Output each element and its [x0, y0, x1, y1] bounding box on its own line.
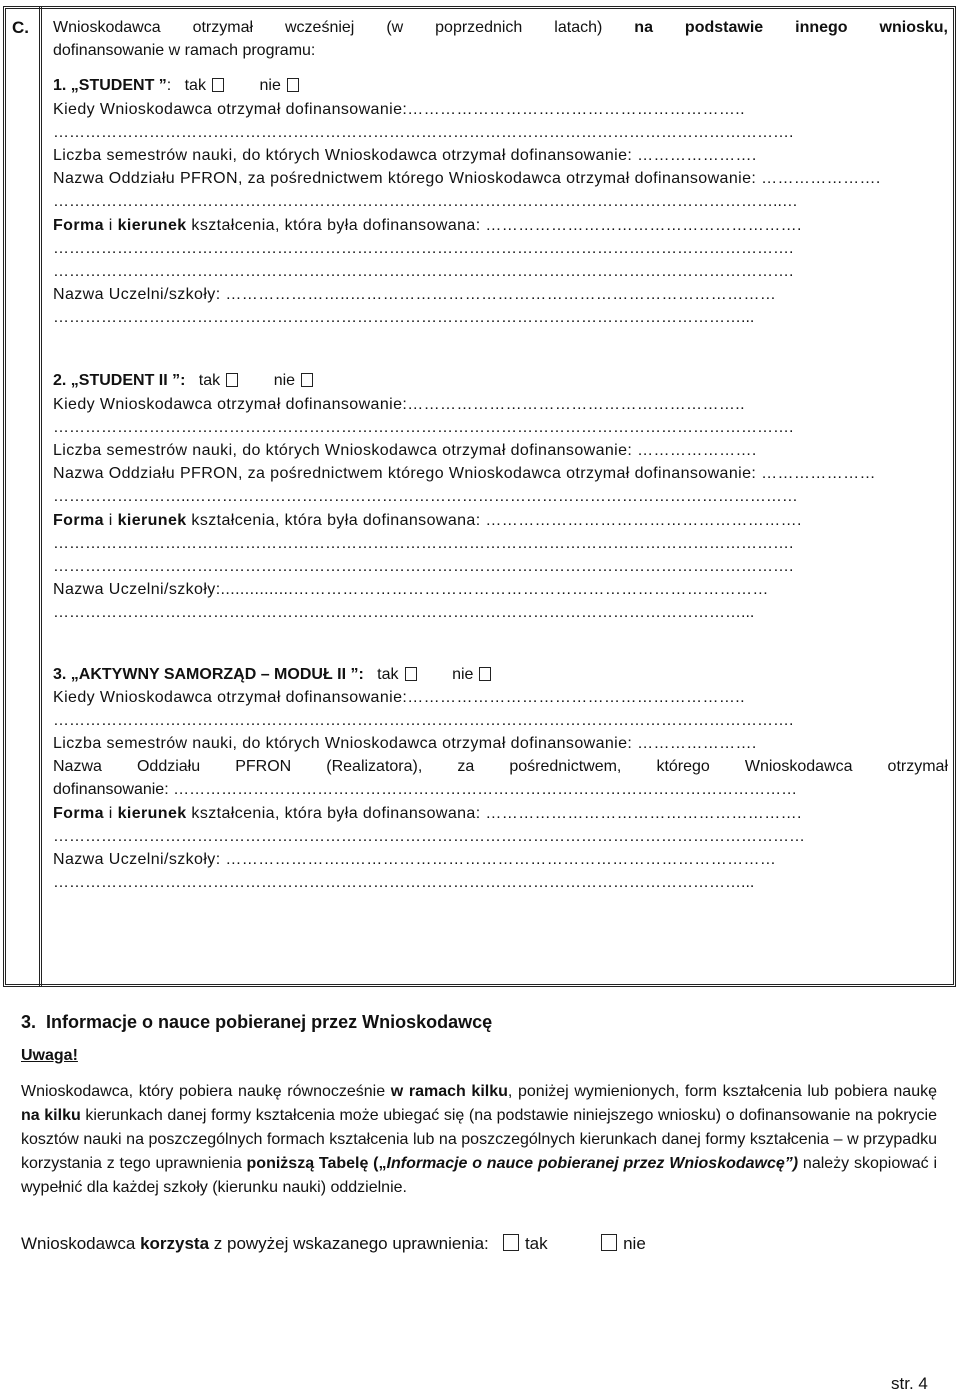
program-title: 2. „STUDENT II ”: — [53, 372, 186, 390]
nie-checkbox[interactable] — [287, 78, 299, 92]
forma-cont-line-1: …………………………………………………………………………………………………………………………… — [53, 827, 805, 845]
section-3 — [21, 1010, 937, 1256]
program-title-row — [53, 74, 948, 97]
intro-line-1: Wnioskodawca otrzymał wcześniej (w poprzednich latach) na podstawie innego wniosku, — [53, 19, 948, 36]
program-item — [53, 663, 948, 895]
program-title-row — [53, 369, 948, 392]
korzysta-nie-checkbox[interactable] — [601, 1234, 617, 1251]
tak-label: tak — [184, 77, 206, 95]
nie-label: nie — [452, 665, 474, 683]
korzysta-nie-label: nie — [623, 1234, 646, 1253]
nazwa-oddzialu-line: Nazwa Oddziału PFRON, za pośrednictwem którego Wnioskodawca otrzymał dofinansowanie: …………………. — [53, 170, 881, 188]
uczelnia-line: Nazwa Uczelni/szkoły: …………………..…………………………………………………………………… — [53, 851, 777, 868]
uczelnia-line: Nazwa Uczelni/szkoły: …………………..…………………………………………………………………… — [53, 286, 777, 304]
nie-label: nie — [273, 372, 296, 390]
kiedy-line: Kiedy Wnioskodawca otrzymał dofinansowanie:…………………………………………………….. — [53, 395, 745, 413]
tak-checkbox[interactable] — [405, 667, 417, 681]
tak-label: tak — [377, 665, 399, 683]
liczba-line: Liczba semestrów nauki, do których Wnioskodawca otrzymał dofinansowanie: …………………. — [53, 146, 757, 164]
kiedy-line: Kiedy Wnioskodawca otrzymał dofinansowanie:…………………………………………………….. — [53, 688, 745, 706]
forma-line: Forma i kierunek kształcenia, która była dofinansowana: …………………………………………………. — [53, 804, 802, 822]
nazwa-oddzialu-line: Nazwa Oddziału PFRON, za pośrednictwem którego Wnioskodawca otrzymał dofinansowanie: ………………… — [53, 465, 876, 483]
forma-line: Forma i kierunek kształcenia, która była dofinansowana: …………………………………………………. — [53, 216, 802, 234]
korzysta-tak-label: tak — [524, 1234, 548, 1253]
forma-cont-line-1: …………………………………………………………………………………………………………………………. — [53, 534, 794, 552]
uczelnia-cont-line: …………………………………………………………………………………………………………………... — [53, 604, 755, 622]
program-title: 1. „STUDENT ” — [53, 77, 167, 95]
kiedy-line: Kiedy Wnioskodawca otrzymał dofinansowanie:…………………………………………………….. — [53, 100, 745, 118]
tak-checkbox[interactable] — [212, 78, 224, 92]
section-letter: C. — [12, 18, 29, 37]
uczelnia-cont-line: …………………………………………………………………………………………………………………... — [53, 309, 755, 327]
nazwa-cont-line: ……………………..…………………………………………………………………………………………………… — [53, 488, 798, 506]
uwaga-label: Uwaga! — [21, 1047, 78, 1064]
korzysta-tak-checkbox[interactable] — [503, 1234, 519, 1251]
uczelnia-line: Nazwa Uczelni/szkoły:...............…………………………………………………………………………… — [53, 581, 769, 599]
nazwa-cont-line: dofinansowanie: ……………………………………………………………………………………………………… — [53, 781, 798, 799]
program-title: 3. „AKTYWNY SAMORZĄD – MODUŁ II ”: — [53, 665, 364, 683]
liczba-line: Liczba semestrów nauki, do których Wnioskodawca otrzymał dofinansowanie: …………………. — [53, 442, 757, 459]
section-3-heading: 3. Informacje o nauce pobieranej przez Wnioskodawcę — [21, 1012, 493, 1032]
forma-cont-line-1: …………………………………………………………………………………………………………………………. — [53, 239, 794, 257]
program-item — [53, 369, 948, 624]
kiedy-cont-line: …………………………………………………………………………………………………………………………. — [53, 123, 794, 141]
section-3-paragraph: Wnioskodawca, który pobiera naukę równocześnie w ramach kilku, poniżej wymienionych, form kształcenia lub pobiera naukę na kilku kierunkach danej formy kształcenia może ubiegać się (na podstawie niniejszego wniosku) o dofinansowanie na pokrycie kosztów nauki na poszczególnych formach kształcenia lub na poszczególnych kierunkach danej formy kształcenia – w przypadku korzystania z tego uprawnienia poniższą Tabelę („Informacje o nauce pobieranej przez Wnioskodawcę”) należy skopiować i wypełnić dla każdej szkoły (kierunku nauki) oddzielnie. — [21, 1083, 938, 1196]
nazwa-oddzialu-line: Nazwa Oddziału PFRON (Realizatora), za pośrednictwem, którego Wnioskodawca otrzymał — [53, 758, 948, 776]
tak-checkbox[interactable] — [226, 373, 238, 387]
nie-checkbox[interactable] — [301, 373, 313, 387]
program-item — [53, 74, 948, 329]
section-c-content — [53, 16, 948, 894]
forma-cont-line-2: …………………………………………………………………………………………………………………………. — [53, 262, 794, 280]
page-number: str. 4 — [891, 1374, 928, 1393]
korzysta-choice: Wnioskodawca korzysta z powyżej wskazanego uprawnienia: tak nie — [21, 1234, 646, 1253]
program-title-row — [53, 663, 948, 686]
kiedy-cont-line: …………………………………………………………………………………………………………………………. — [53, 711, 794, 729]
forma-cont-line-2: …………………………………………………………………………………………………………………………. — [53, 557, 794, 575]
intro-line-2: dofinansowanie w ramach programu: — [53, 42, 316, 60]
kiedy-cont-line: …………………………………………………………………………………………………………………………. — [53, 418, 794, 436]
program-items — [53, 74, 948, 894]
nie-checkbox[interactable] — [479, 667, 491, 681]
forma-line: Forma i kierunek kształcenia, która była dofinansowana: …………………………………………………. — [53, 511, 802, 529]
liczba-line: Liczba semestrów nauki, do których Wnioskodawca otrzymał dofinansowanie: …………………. — [53, 735, 757, 753]
nie-label: nie — [259, 77, 281, 95]
uczelnia-cont-line: …………………………………………………………………………………………………………………... — [53, 874, 755, 892]
program-colon: : — [166, 77, 172, 95]
nazwa-cont-line: ………………………………………………………………………………………………………………………..… — [53, 193, 798, 211]
section-divider — [39, 6, 42, 987]
tak-label: tak — [198, 372, 221, 390]
